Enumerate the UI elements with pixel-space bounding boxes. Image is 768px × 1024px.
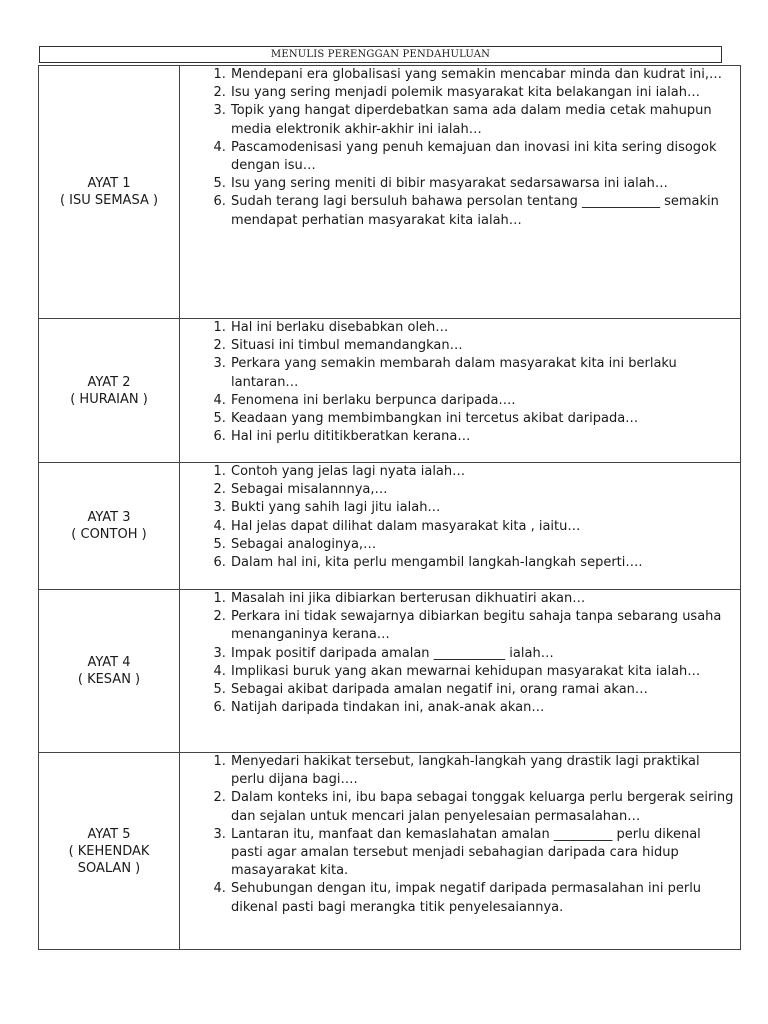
list-item: 2. Sebagai misalannnya,… — [230, 481, 734, 499]
list-item: 4. Sehubungan dengan itu, impak negatif daripada permasalahan ini perlu dikenal pasti bagi merangka titik penyelesaiannya. — [230, 880, 734, 916]
list-item: 3. Bukti yang sahih lagi jitu ialah… — [230, 499, 734, 517]
table-row — [39, 753, 741, 950]
row-label-line: ( KEHENDAK — [68, 843, 150, 859]
list-item: 3. Impak positif daripada amalan ___________ ialah… — [230, 645, 734, 663]
row-label-line: AYAT 3 — [87, 510, 131, 525]
list-item: 1. Menyedari hakikat tersebut, langkah-langkah yang drastik lagi praktikal perlu dijana bagi…. — [230, 753, 734, 789]
row-content — [180, 463, 741, 590]
list-item: 1. Contoh yang jelas lagi nyata ialah… — [230, 463, 734, 481]
row-content — [180, 590, 741, 753]
list-item: 6. Sudah terang lagi bersuluh bahawa persolan tentang ____________ semakin mendapat perhatian masyarakat kita ialah… — [230, 193, 734, 229]
phrase-table — [38, 65, 741, 950]
table-row — [39, 319, 741, 463]
list-item: 3. Perkara yang semakin membarah dalam masyarakat kita ini berlaku lantaran… — [230, 355, 734, 391]
list-item: 2. Dalam konteks ini, ibu bapa sebagai tonggak keluarga perlu bergerak seiring dan sejalan untuk mencari jalan penyelesaian permasalahan… — [230, 789, 734, 825]
row-label — [39, 590, 180, 753]
list-item: 4. Hal jelas dapat dilihat dalam masyarakat kita , iaitu… — [230, 518, 734, 536]
list-item: 4. Implikasi buruk yang akan mewarnai kehidupan masyarakat kita ialah… — [230, 663, 734, 681]
row-label-line: ( KESAN ) — [77, 672, 141, 687]
row-content — [180, 66, 741, 319]
row-label — [39, 319, 180, 463]
phrase-list — [180, 66, 740, 230]
list-item: 1. Masalah ini jika dibiarkan berterusan dikhuatiri akan… — [230, 590, 734, 608]
table-row — [39, 463, 741, 590]
list-item: 4. Fenomena ini berlaku berpunca daripada…. — [230, 392, 734, 410]
row-label-line: AYAT 4 — [87, 655, 131, 670]
list-item: 5. Sebagai akibat daripada amalan negatif ini, orang ramai akan… — [230, 681, 734, 699]
list-item: 4. Pascamodenisasi yang penuh kemajuan dan inovasi ini kita sering disogok dengan isu… — [230, 139, 734, 175]
list-item: 6. Dalam hal ini, kita perlu mengambil langkah-langkah seperti…. — [230, 554, 734, 572]
list-item: 3. Topik yang hangat diperdebatkan sama ada dalam media cetak mahupun media elektronik akhir-akhir ini ialah… — [230, 102, 734, 138]
row-label-line: AYAT 5 — [87, 826, 131, 842]
phrase-list — [180, 753, 740, 917]
row-label-line: ( CONTOH ) — [71, 527, 147, 542]
list-item: 2. Isu yang sering menjadi polemik masyarakat kita belakangan ini ialah… — [230, 84, 734, 102]
phrase-list — [180, 319, 740, 446]
document-title: MENULIS PERENGGAN PENDAHULUAN — [39, 46, 722, 63]
row-label-line: AYAT 1 — [87, 176, 131, 191]
list-item: 2. Situasi ini timbul memandangkan… — [230, 337, 734, 355]
list-item: 2. Perkara ini tidak sewajarnya dibiarkan begitu sahaja tanpa sebarang usaha menanganinya kerana… — [230, 608, 734, 644]
phrase-list — [180, 590, 740, 717]
row-label-line: ( HURAIAN ) — [70, 391, 148, 407]
list-item: 6. Hal ini perlu dititikberatkan kerana… — [230, 428, 734, 446]
list-item: 1. Hal ini berlaku disebabkan oleh… — [230, 319, 734, 337]
list-item: 5. Isu yang sering meniti di bibir masyarakat sedarsawarsa ini ialah… — [230, 175, 734, 193]
row-label-line: ( ISU SEMASA ) — [59, 193, 159, 208]
list-item: 3. Lantaran itu, manfaat dan kemaslahatan amalan _________ perlu dikenal pasti agar amalan tersebut menjadi sebahagian daripada cara hidup masayarakat kita. — [230, 826, 734, 881]
row-content — [180, 753, 741, 950]
row-label — [39, 753, 180, 950]
row-label — [39, 66, 180, 319]
list-item: 5. Sebagai analoginya,… — [230, 536, 734, 554]
list-item: 1. Mendepani era globalisasi yang semakin mencabar minda dan kudrat ini,… — [230, 66, 734, 84]
row-content — [180, 319, 741, 463]
row-label — [39, 463, 180, 590]
table-row — [39, 66, 741, 319]
table-row — [39, 590, 741, 753]
row-label-line: SOALAN ) — [77, 860, 141, 876]
phrase-list — [180, 463, 740, 572]
row-label-line: AYAT 2 — [87, 374, 131, 390]
list-item: 5. Keadaan yang membimbangkan ini tercetus akibat daripada… — [230, 410, 734, 428]
list-item: 6. Natijah daripada tindakan ini, anak-anak akan… — [230, 699, 734, 717]
